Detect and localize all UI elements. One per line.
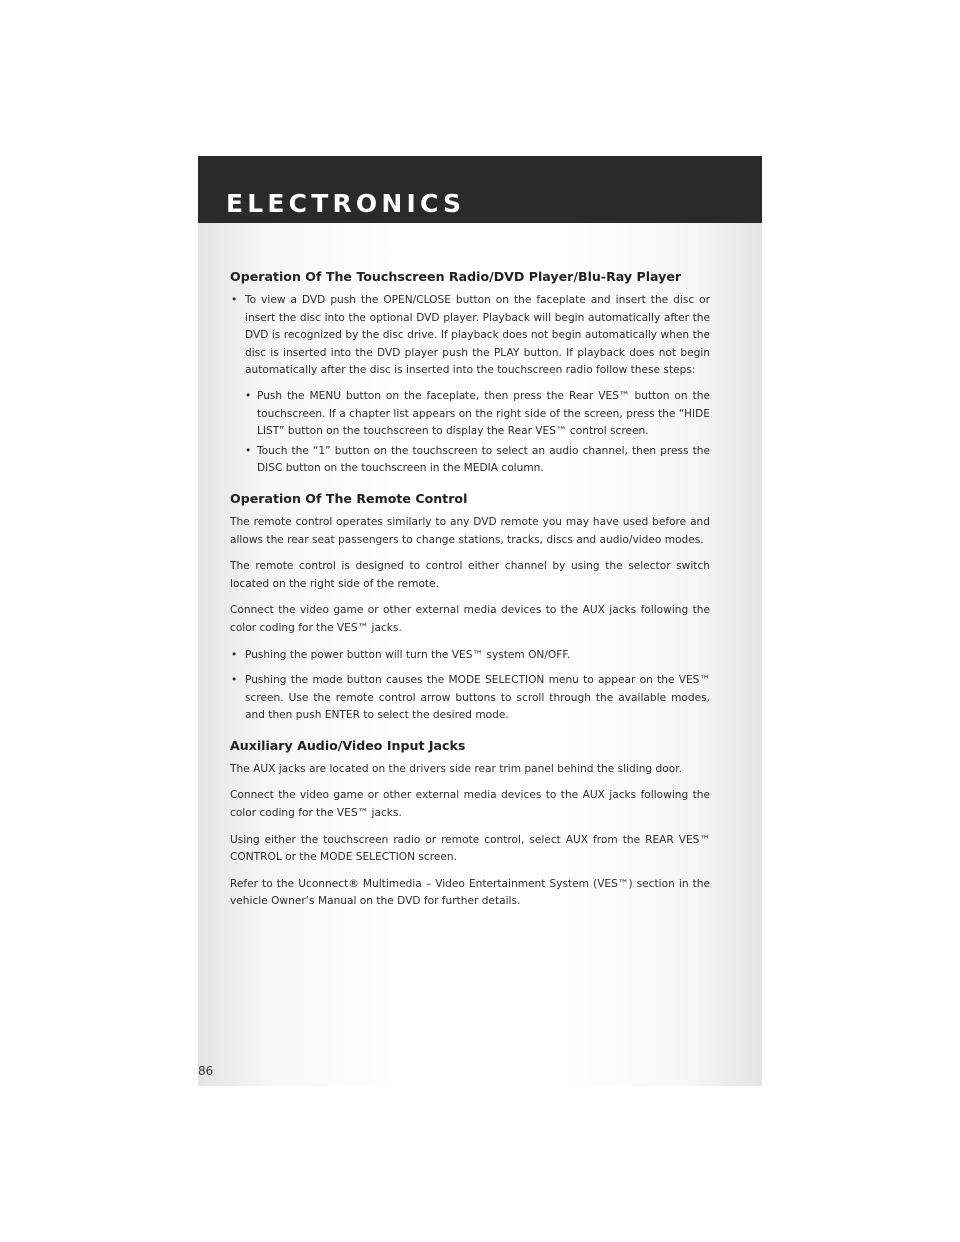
paragraph-remote-1: The remote control operates similarly to any DVD remote you may have used before and allows the rear seat passengers to change stations, tracks, discs and audio/video modes. <box>230 515 710 546</box>
bullet-view-dvd: • To view a DVD push the OPEN/CLOSE button on the faceplate and insert the disc or insert the disc into the optional DVD player. Playback will begin automatically after the DVD is recognized by the disc drive. If playback does not begin automatically when the disc is inserted into the DVD player push the PLAY button. If playback does not begin automatically after the disc is inserted into the touchscreen radio follow these steps: <box>230 292 710 380</box>
paragraph-aux-4: Refer to the Uconnect® Multimedia – Video Entertainment System (VES™) section in the vehicle Owner’s Manual on the DVD for further details. <box>230 877 710 908</box>
page-number: 86 <box>198 1064 214 1078</box>
paragraph-aux-1: The AUX jacks are located on the drivers side rear trim panel behind the sliding door. <box>230 762 682 775</box>
paragraph-aux-3: Using either the touchscreen radio or remote control, select AUX from the REAR VES™ CONTROL or the MODE SELECTION screen. <box>230 833 710 864</box>
paragraph-remote-3: Connect the video game or other external media devices to the AUX jacks following the color coding for the VES™ jacks. <box>230 604 710 634</box>
manual-page <box>198 156 762 1086</box>
bullet-mode: • Pushing the mode button causes the MODE SELECTION menu to appear on the VES™ screen. Use the remote control arrow buttons to scroll through the available modes, and then push ENTER to select the desired mode. <box>230 672 710 725</box>
subbullet-audio-channel: • Touch the “1” button on the touchscreen to select an audio channel, then press the DISC button on the touchscreen in the MEDIA column. <box>230 443 710 478</box>
subbullet-menu: • Push the MENU button on the faceplate, then press the Rear VES™ button on the touchscreen. If a chapter list appears on the right side of the screen, press the “HIDE LIST” button on the touchscreen to display the Rear VES™ control screen. <box>230 388 710 441</box>
bullet-power: • Pushing the power button will turn the VES™ system ON/OFF. <box>230 647 710 665</box>
section-title: ELECTRONICS <box>226 189 466 218</box>
heading-aux-jacks: Auxiliary Audio/Video Input Jacks <box>230 737 466 753</box>
page-content <box>230 268 710 920</box>
heading-remote-control: Operation Of The Remote Control <box>230 490 468 506</box>
heading-touchscreen-dvd: Operation Of The Touchscreen Radio/DVD Player/Blu-Ray Player <box>230 269 682 284</box>
paragraph-aux-2: Connect the video game or other external media devices to the AUX jacks following the color coding for the VES™ jacks. <box>230 789 710 820</box>
section-header-band <box>198 156 762 223</box>
paragraph-remote-2: The remote control is designed to control either channel by using the selector switch located on the right side of the remote. <box>230 560 710 590</box>
